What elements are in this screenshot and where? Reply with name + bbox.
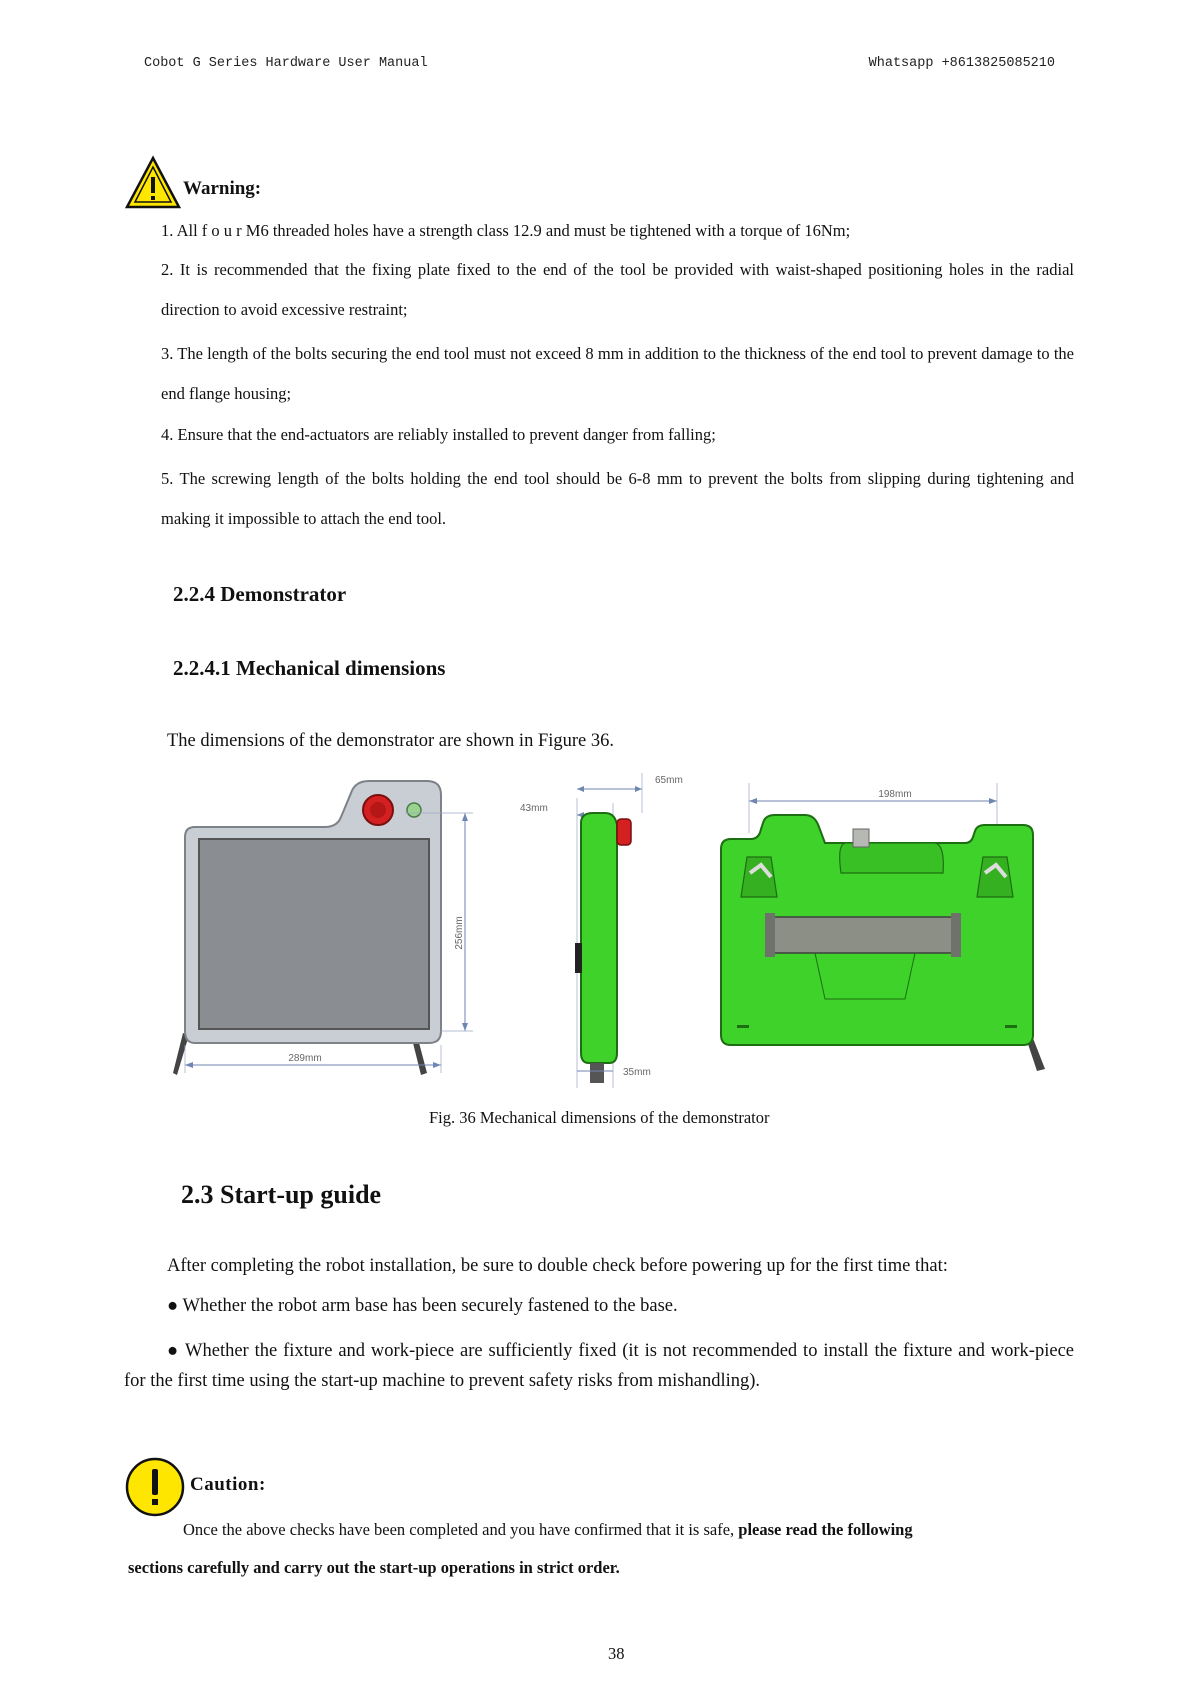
dim-width-label: 289mm [288,1053,322,1064]
warning-title: Warning: [183,178,262,199]
dim-side-mid-label: 43mm [520,803,548,814]
front-view [173,781,473,1075]
warning-item-4: 4. Ensure that the end-actuators are reliably installed to prevent danger from falling; [161,425,716,444]
side-body [581,813,617,1063]
warning-item-2: 2. It is recommended that the fixing plate fixed to the end of the tool be provided with waist-shaped positioning holes in the radial direction to avoid excessive restraint; [161,260,1074,319]
back-handle [771,917,955,953]
section-heading-2-2-4: 2.2.4 Demonstrator [173,582,347,606]
startup-bullet-1: ● Whether the robot arm base has been securely fastened to the base. [167,1296,678,1316]
warning-item-5: 5. The screwing length of the bolts holding the end tool should be 6-8 mm to prevent the bolts from slipping during tightening and making it impossible to attach the end tool. [161,469,1074,528]
back-view [721,783,1045,1071]
header-contact: Whatsapp +8613825085210 [868,56,1055,71]
warning-item-3: 3. The length of the bolts securing the end tool must not exceed 8 mm in addition to the thickness of the end tool to prevent damage to the end flange housing; [161,344,1074,403]
side-estop [617,819,631,845]
caution-line-2: sections carefully and carry out the start-up operations in strict order. [128,1558,620,1577]
startup-intro: After completing the robot installation, be sure to double check before powering up for the first time that: [167,1256,948,1276]
warning-icon [125,155,181,211]
demonstrator-figure [165,773,1055,1093]
dim-back-width-label: 198mm [878,789,912,800]
caution-icon [124,1456,186,1518]
dim-side-top-label: 65mm [655,775,683,786]
page-number: 38 [608,1644,625,1663]
figure-caption: Fig. 36 Mechanical dimensions of the demonstrator [429,1108,770,1127]
section-heading-2-2-4-1: 2.2.4.1 Mechanical dimensions [173,656,446,680]
header-title: Cobot G Series Hardware User Manual [144,56,428,71]
caution-line-1: Once the above checks have been completed and you have confirmed that it is safe, please read the following [183,1520,913,1539]
dim-height-label: 256mm [454,916,465,950]
caution-title: Caution: [190,1474,266,1495]
status-light [407,803,421,817]
warning-item-1: 1. All f o u r M6 threaded holes have a strength class 12.9 and must be tightened with a torque of 16Nm; [161,221,851,240]
section-heading-2-3: 2.3 Start-up guide [181,1180,382,1209]
startup-bullet-2: ● Whether the fixture and work-piece are sufficiently fixed (it is not recommended to install the fixture and work-piece for the first time using the start-up machine to prevent safety risks from mishandling). [124,1341,1074,1391]
dims-intro: The dimensions of the demonstrator are shown in Figure 36. [167,731,614,751]
side-view [520,773,683,1088]
dim-side-bottom-label: 35mm [623,1067,651,1078]
front-screen [199,839,429,1029]
